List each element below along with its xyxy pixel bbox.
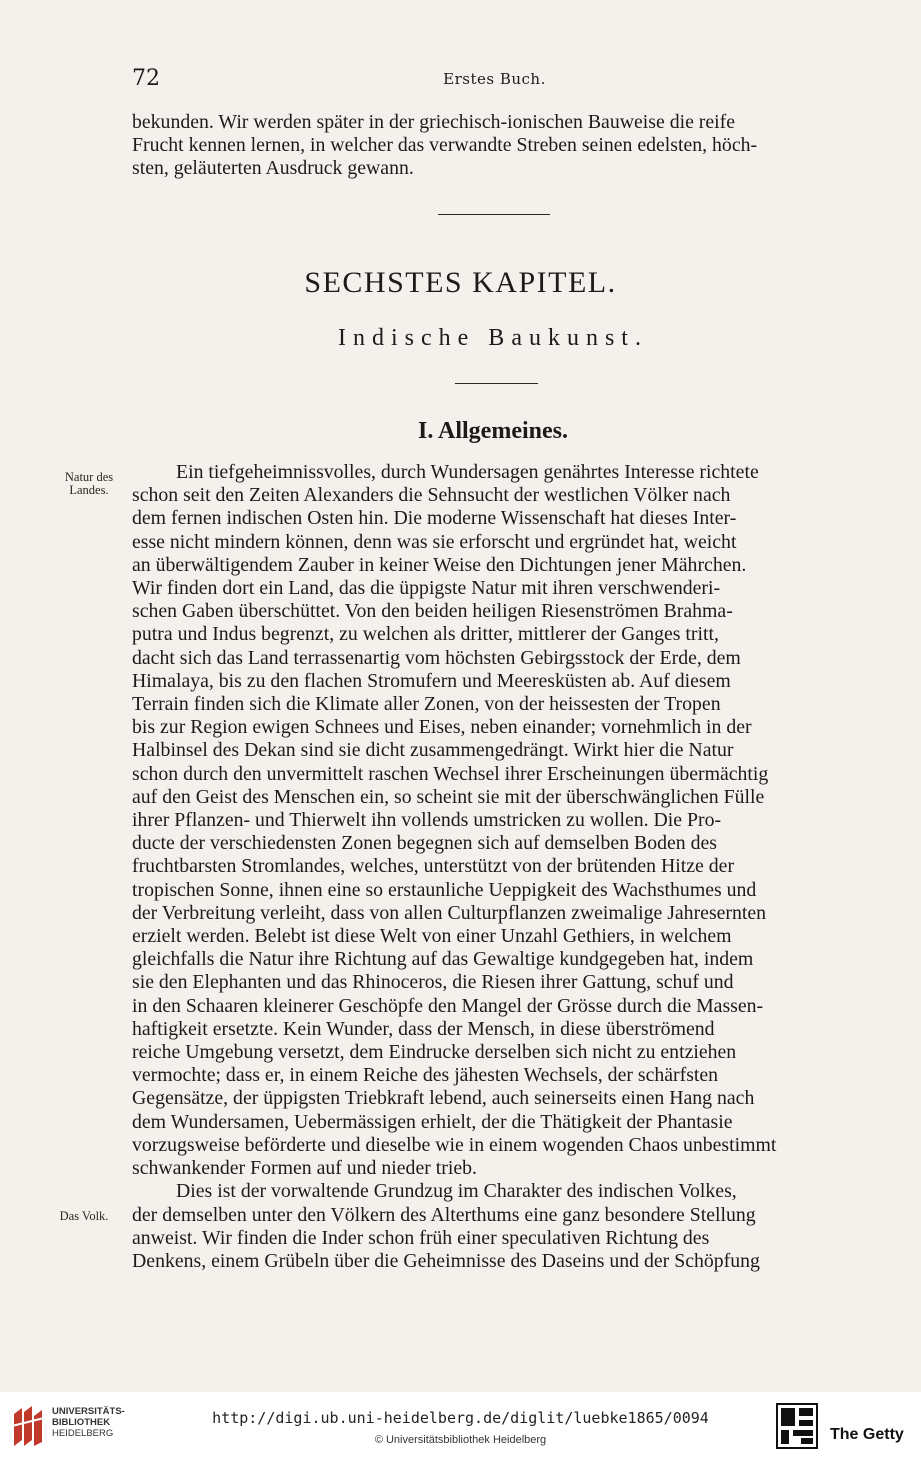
- text-line: Frucht kennen lernen, in welcher das verwandte Streben seinen edelsten, höch-: [132, 134, 758, 157]
- text-line: bis zur Region ewigen Schnees und Eises, neben einander; vornehmlich in der: [132, 716, 752, 739]
- text-line: anweist. Wir finden die Inder schon früh einer speculativen Richtung des: [132, 1226, 710, 1249]
- text-line: auf den Geist des Menschen ein, so scheint sie mit der überschwänglichen Fülle: [132, 785, 765, 808]
- text-line: sten, geläuterten Ausdruck gewann.: [132, 157, 414, 180]
- paragraph-natur: [132, 461, 854, 1180]
- getty-name: The Getty: [830, 1426, 904, 1443]
- copyright-notice: © Universitätsbibliothek Heidelberg: [374, 1434, 547, 1446]
- main-text: [132, 461, 854, 1273]
- text-line: an überwältigendem Zauber in keiner Weise den Dichtungen jener Mährchen.: [132, 553, 747, 576]
- section-heading: I. Allgemeines.: [418, 418, 568, 444]
- viewer-footer: [0, 1392, 921, 1459]
- text-line: in den Schaaren kleinerer Geschöpfe den Mangel der Grösse durch die Massen-: [132, 994, 764, 1017]
- text-line: dem fernen indischen Osten hin. Die moderne Wissenschaft hat dieses Inter-: [132, 507, 737, 530]
- text-line: der Verbreitung verleiht, dass von allen Culturpflanzen zweimalige Jahresernten: [132, 901, 767, 924]
- text-line: Terrain finden sich die Klimate aller Zonen, von der heissesten der Tropen: [132, 693, 721, 716]
- library-name-line: UNIVERSITÄTS-: [52, 1406, 125, 1417]
- text-line: der demselben unter den Völkern des Alterthums eine ganz besondere Stellung: [132, 1203, 756, 1226]
- paragraph-volk: [132, 1180, 854, 1273]
- page-header: [132, 66, 857, 96]
- text-line: bekunden. Wir werden später in der griechisch-ionischen Bauweise die reife: [132, 111, 736, 133]
- text-line: fruchtbarsten Stromlandes, welches, unterstützt von der brütenden Hitze der: [132, 855, 735, 878]
- text-line: Ein tiefgeheimnissvolles, durch Wundersagen genährtes Interesse richtete: [176, 461, 759, 483]
- text-line: erzielt werden. Belebt ist diese Welt von einer Unzahl Gethiers, in welchem: [132, 925, 732, 948]
- text-line: ducte der verschiedensten Zonen begegnen sich auf demselben Boden des: [132, 832, 717, 855]
- chapter-subtitle: Indische Baukunst.: [338, 325, 648, 351]
- text-line: gleichfalls die Natur ihre Richtung auf das Gewaltige kundgegeben hat, indem: [132, 948, 754, 971]
- text-line: Himalaya, bis zu den flachen Stromufern und Meeresküsten ab. Auf diesem: [132, 669, 731, 692]
- text-line: reiche Umgebung versetzt, dem Eindrucke derselben sich nicht zu entziehen: [132, 1041, 737, 1064]
- text-line: Denkens, einem Grübeln über die Geheimnisse des Daseins und der Schöpfung: [132, 1249, 760, 1272]
- library-name-line: HEIDELBERG: [52, 1428, 114, 1439]
- text-line: vorzugsweise beförderte und dieselbe wie in einem wogenden Chaos unbestimmt: [132, 1133, 777, 1156]
- text-line: schon seit den Zeiten Alexanders die Sehnsucht der westlichen Völker nach: [132, 484, 731, 507]
- text-line: Halbinsel des Dekan sind sie dicht zusammengedrängt. Wirkt hier die Natur: [132, 739, 734, 762]
- text-line: ihrer Pflanzen- und Thierwelt ihn vollends umstricken zu wollen. Die Pro-: [132, 809, 722, 832]
- text-line: schon durch den unvermittelt raschen Wechsel ihrer Erscheinungen übermächtig: [132, 762, 769, 785]
- permalink-url[interactable]: http://digi.ub.uni-heidelberg.de/diglit/luebke1865/0094: [212, 1409, 709, 1427]
- getty-logo-icon: [775, 1402, 819, 1450]
- library-name-line: BIBLIOTHEK: [52, 1417, 111, 1428]
- text-line: Dies ist der vorwaltende Grundzug im Charakter des indischen Volkes,: [176, 1180, 737, 1203]
- text-line: sie den Elephanten und das Rhinoceros, die Riesen ihrer Gattung, schuf und: [132, 971, 734, 994]
- text-line: dem Wundersamen, Uebermässigen erhielt, der die Thätigkeit der Phantasie: [132, 1110, 733, 1133]
- text-line: tropischen Sonne, ihnen eine so erstaunliche Ueppigkeit des Wachsthumes und: [132, 878, 757, 901]
- text-line: esse nicht mindern können, denn was sie erforscht und ergründet hat, weicht: [132, 530, 737, 553]
- text-line: dacht sich das Land terrassenartig vom höchsten Gebirgsstock der Erde, dem: [132, 646, 741, 669]
- divider-rule: [455, 383, 538, 384]
- margin-note-natur-des-landes: Natur des Landes.: [64, 470, 114, 497]
- divider-rule: [438, 214, 550, 215]
- margin-note-das-volk: Das Volk.: [59, 1209, 109, 1223]
- chapter-title: SECHSTES KAPITEL.: [304, 266, 617, 299]
- page-number: 72: [132, 66, 160, 91]
- text-line: schwankender Formen auf und nieder trieb.: [132, 1157, 477, 1180]
- text-line: putra und Indus begrenzt, zu welchen als dritter, mittlerer der Ganges tritt,: [132, 623, 719, 646]
- intro-paragraph: [132, 111, 854, 181]
- text-line: haftigkeit ersetzte. Kein Wunder, dass der Mensch, in diese überströmend: [132, 1017, 715, 1040]
- text-line: Gegensätze, der üppigsten Triebkraft lebend, auch seinerseits einen Hang nach: [132, 1087, 755, 1110]
- running-head: Erstes Buch.: [443, 70, 546, 88]
- text-line: vermochte; dass er, in einem Reiche des jähesten Wechsels, der schärfsten: [132, 1064, 719, 1087]
- text-line: schen Gaben überschüttet. Von den beiden heiligen Riesenströmen Brahma-: [132, 600, 733, 623]
- text-line: Wir finden dort ein Land, das die üppigste Natur mit ihren verschwenderi-: [132, 577, 721, 600]
